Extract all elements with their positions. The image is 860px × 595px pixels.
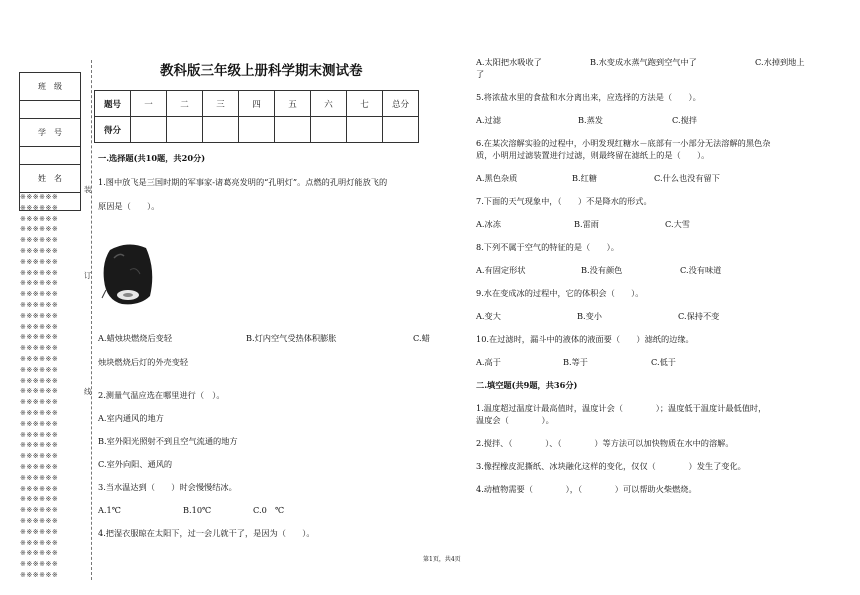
q4-option-c[interactable]: C.水掉到地上 — [755, 57, 805, 67]
q8-option-a[interactable]: A.有固定形状 — [476, 265, 526, 275]
score-cell[interactable] — [311, 117, 347, 143]
q10-option-a[interactable]: A.高于 — [476, 357, 501, 367]
q1-option-a[interactable]: A.蜡烛块燃烧后变轻 — [98, 333, 173, 343]
score-cell[interactable] — [131, 117, 167, 143]
q1-option-c[interactable]: C.蜡 — [413, 333, 430, 343]
q4-option-a[interactable]: A.太阳把水吸收了 — [476, 57, 542, 67]
binding-mark-ding: 订 — [84, 271, 92, 280]
student-info-table — [19, 72, 81, 211]
score-header-3: 三 — [203, 91, 239, 117]
q5-option-a[interactable]: A.过滤 — [476, 115, 501, 125]
q7-option-b[interactable]: B.雷雨 — [574, 219, 599, 229]
fill-q2: 2.搅拌、（ ）、（ ）等方法可以加快物质在水中的溶解。 — [476, 438, 734, 448]
score-header-6: 六 — [311, 91, 347, 117]
section1-heading: 一.选择题(共10题，共20分) — [98, 153, 206, 163]
binding-dashed-line — [91, 60, 92, 580]
fill-q3: 3.像捏橡皮泥撕纸、冰块融化这样的变化，仅仅（ ）发生了变化。 — [476, 461, 746, 471]
score-header-7: 七 — [347, 91, 383, 117]
q5-option-c[interactable]: C.搅拌 — [672, 115, 697, 125]
q2-option-b[interactable]: B.室外阳光照射不到且空气流通的地方 — [98, 436, 238, 446]
q4-option-b[interactable]: B.水变成水蒸气跑到空气中了 — [590, 57, 697, 67]
q4-stem: 4.把湿衣服晾在太阳下，过一会儿就干了，是因为（ ）。 — [98, 528, 315, 538]
score-cell[interactable] — [347, 117, 383, 143]
q3-option-b[interactable]: B.10℃ — [183, 505, 212, 515]
score-cell[interactable] — [275, 117, 311, 143]
q8-option-c[interactable]: C.没有味道 — [680, 265, 722, 275]
score-table — [94, 90, 419, 143]
q4-option-a-cont: 了 — [476, 69, 485, 79]
q6-option-a[interactable]: A.黑色杂质 — [476, 173, 518, 183]
score-cell[interactable] — [239, 117, 275, 143]
score-header-total: 总分 — [383, 91, 419, 117]
score-header-1: 一 — [131, 91, 167, 117]
q3-option-a[interactable]: A.1℃ — [98, 505, 121, 515]
fill-q4: 4.动植物需要（ ），（ ）可以帮助火柴燃烧。 — [476, 484, 697, 494]
score-header-2: 二 — [167, 91, 203, 117]
fill-q1-line1: 1.温度超过温度计最高值时，温度计会（ ）；温度低于温度计最低值时， — [476, 403, 767, 413]
q6-option-b[interactable]: B.红糖 — [572, 173, 597, 183]
q1-stem-line1: 1.图中放飞是三国时期的军事家-诸葛亮发明的“孔明灯”。点燃的孔明灯能放飞的 — [98, 177, 388, 187]
q7-option-a[interactable]: A.冰冻 — [476, 219, 501, 229]
q2-option-a[interactable]: A.室内通风的地方 — [98, 413, 164, 423]
binding-star-pattern: ※※※※※※ ※※※※※※ ※※※※※※ ※※※※※※ ※※※※※※ ※※※※※※ ※※※※※※ ※※※※※※ ※※※※※※ ※※※※※※ ※※※※※※ ※※※※※※ ※※※※※※ ※※※※※※ ※※※※※※ ※※※※※※ ※※※※※※ ※※※※※※ ※※※※※※ ※※※※※※ ※※※※※※ ※※※※※※ ※※※※※※ ※※※※※※ ※※※※※※ ※※※※※※ ※※※※※※ ※※※※※※ ※※※※※※ ※※※※※※ ※※※※※※ ※※※※※※ ※※※※※※ ※※※※※※ ※※※※※※ ※※※※※※ — [20, 193, 59, 577]
q7-option-c[interactable]: C.大雪 — [665, 219, 690, 229]
q2-option-c[interactable]: C.室外向阳、通风的 — [98, 459, 173, 469]
q9-option-a[interactable]: A.变大 — [476, 311, 501, 321]
q3-option-c[interactable]: C.0 ℃ — [253, 505, 285, 515]
score-cell[interactable] — [383, 117, 419, 143]
page-title: 教科版三年级上册科学期末测试卷 — [160, 63, 363, 79]
q2-stem: 2.测量气温应选在哪里进行（ ）。 — [98, 390, 225, 400]
name-label: 姓 名 — [20, 165, 81, 193]
q6-stem-line1: 6.在某次溶解实验的过程中，小明发现红糖水－底部有一小部分无法溶解的黑色杂 — [476, 138, 771, 148]
class-label: 班 级 — [20, 73, 81, 101]
score-cell[interactable] — [167, 117, 203, 143]
q1-stem-line2: 原因是（ ）。 — [98, 201, 160, 211]
q10-option-c[interactable]: C.低于 — [651, 357, 676, 367]
q1-option-b[interactable]: B.灯内空气受热体积膨胀 — [246, 333, 337, 343]
score-header-5: 五 — [275, 91, 311, 117]
q7-stem: 7.下面的天气现象中，（ ）不是降水的形式。 — [476, 196, 652, 206]
score-cell[interactable] — [203, 117, 239, 143]
q6-stem-line2: 质，小明用过滤装置进行过滤，则最终留在滤纸上的是（ ）。 — [476, 150, 710, 160]
q6-option-c[interactable]: C.什么也没有留下 — [654, 173, 720, 183]
section2-heading: 二.填空题(共9题，共36分) — [476, 380, 578, 390]
q1-option-c-cont: 烛块燃烧后灯的外壳变轻 — [98, 357, 189, 367]
kongming-lantern-image — [100, 240, 156, 310]
q9-option-b[interactable]: B.变小 — [577, 311, 602, 321]
binding-mark-zhuang: 装 — [84, 185, 92, 194]
score-header-label: 题号 — [95, 91, 131, 117]
q9-stem: 9.水在变成冰的过程中，它的体积会（ ）。 — [476, 288, 644, 298]
binding-mark-xian: 线 — [84, 387, 92, 396]
q8-option-b[interactable]: B.没有颜色 — [581, 265, 623, 275]
student-number-label: 学 号 — [20, 119, 81, 147]
fill-q1-line2: 温度会（ ）。 — [476, 415, 554, 425]
score-header-4: 四 — [239, 91, 275, 117]
page-footer: 第1页，共4页 — [423, 556, 461, 563]
q8-stem: 8.下列不属于空气的特征的是（ ）。 — [476, 242, 619, 252]
q3-stem: 3.当水温达到（ ）时会慢慢结冰。 — [98, 482, 237, 492]
q10-stem: 10.在过滤时，漏斗中的液体的液面要（ ）滤纸的边缘。 — [476, 334, 694, 344]
q5-stem: 5.将浓盐水里的食盐和水分离出来，应选择的方法是（ ）。 — [476, 92, 701, 102]
q5-option-b[interactable]: B.蒸发 — [578, 115, 603, 125]
q10-option-b[interactable]: B.等于 — [563, 357, 588, 367]
q9-option-c[interactable]: C.保持不变 — [678, 311, 720, 321]
score-row-label: 得分 — [95, 117, 131, 143]
